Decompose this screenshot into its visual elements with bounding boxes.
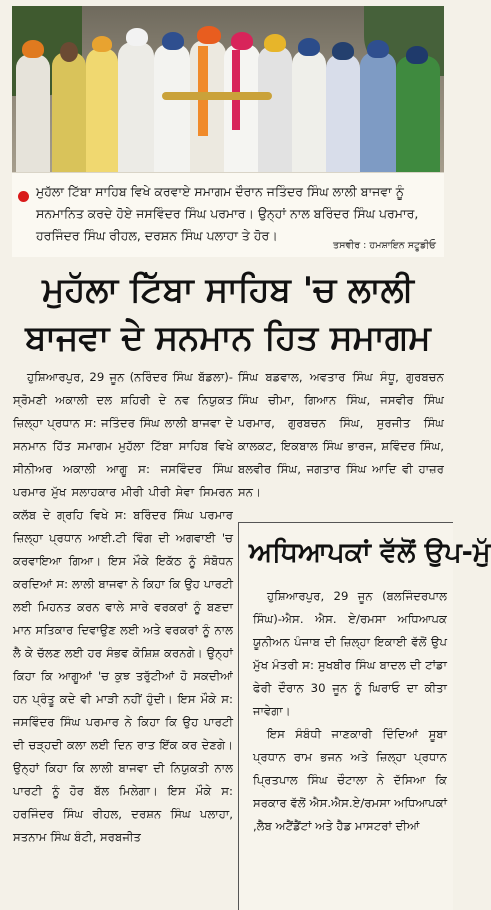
person-figure [190,40,226,172]
person-figure [118,42,154,172]
turban [332,42,354,60]
saffron-scarf [198,46,208,136]
person-figure [326,54,360,172]
honour-plaque [162,92,272,100]
head [60,42,78,62]
caption-text: ਮੁਹੱਲਾ ਟਿੱਬਾ ਸਾਹਿਬ ਵਿਖੇ ਕਰਵਾਏ ਸਮਾਗਮ ਦੌਰਾਨ ਜਤਿੰਦਰ ਸਿੰਘ ਲਾਲੀ ਬਾਜਵਾ ਨੂੰ ਸਨਮਾਨਿਤ ਕਰਦੇ ਹੋਏ ਜਸਵਿੰਦਰ ਸਿੰਘ ਪਰਮਾਰ। ਉਨ੍ਹਾਂ ਨਾਲ ਬਰਿੰਦਰ ਸਿੰਘ ਪਰਮਾਰ, ਹਰਜਿੰਦਰ ਸਿੰਘ ਰੀਹਲ, ਦਰਸ਼ਨ ਸਿੰਘ ਪਲਾਹਾ ਤੇ ਹੋਰ। [36,184,419,243]
sidebar-paragraph: ਹੁਸ਼ਿਆਰਪੁਰ, 29 ਜੂਨ (ਬਲਜਿੰਦਰਪਾਲ ਸਿੰਘ)-ਐਸ. ਐਸ. ਏ/ਰਮਸਾ ਅਧਿਆਪਕ ਯੂਨੀਅਨ ਪੰਜਾਬ ਦੀ ਜ਼ਿਲ੍ਹਾ ਇਕਾਈ ਵੱਲੋਂ ਉਪ ਮੁੱਖ ਮੰਤਰੀ ਸ: ਸੁਖਬੀਰ ਸਿੰਘ ਬਾਦਲ ਦੀ ਟਾਂਡਾ ਫੇਰੀ ਦੌਰਾਨ 30 ਜੂਨ ਨੂੰ ਘਿਰਾਓ ਦਾ ਕੀਤਾ ਜਾਵੇਗਾ। [253,589,447,718]
turban [92,36,112,52]
turban [298,38,320,56]
person-figure [258,46,292,172]
person-figure [292,50,326,172]
photo-caption [12,172,444,257]
turban [197,26,221,44]
photo-credit: ਤਸਵੀਰ : ਹਮਸ਼ਾਇਨ ਸਟੂਡੀਓ [333,240,436,251]
turban [367,40,389,58]
news-photo [12,6,444,172]
sidebar-article [238,522,491,910]
turban [406,46,428,64]
person-figure [224,44,260,172]
turban [22,40,44,58]
person-figure [360,52,396,172]
person-figure [52,52,86,172]
article-paragraph: ਹੁਸ਼ਿਆਰਪੁਰ, 29 ਜੂਨ (ਨਰਿੰਦਰ ਸਿੰਘ ਬੱਡਲਾ)-ਸ੍ਰੋਮਣੀ ਅਕਾਲੀ ਦਲ ਸ਼ਹਿਰੀ ਦੇ ਨਵ ਨਿਯੁਕਤ ਜ਼ਿਲ੍ਹਾ ਪ੍ਰਧਾਨ ਸ: ਜਤਿੰਦਰ ਸਿੰਘ ਲਾਲੀ ਬਾਜਵਾ ਦੇ ਸਨਮਾਨ ਹਿੱਤ ਸਮਾਗਮ ਮੁਹੱਲਾ ਟਿੱਬਾ ਸਾਹਿਬ ਵਿਖੇ ਸੀਨੀਅਰ ਅਕਾਲੀ ਆਗੂ ਸ: ਜਸਵਿੰਦਰ ਸਿੰਘ ਪਰਮਾਰ ਮੁੱਖ ਸਲਾਹਕਾਰ ਮੀਰੀ ਪੀਰੀ ਸੇਵਾ ਸਿਮਰਨ ਕਲੱਬ ਦੇ ਗ੍ਰਹਿ ਵਿਖੇ ਸ: ਬਰਿੰਦਰ ਸਿੰਘ ਪਰਮਾਰ ਜ਼ਿਲ੍ਹਾ ਪ੍ਰਧਾਨ ਆਈ.ਟੀ ਵਿੰਗ ਦੀ ਅਗਵਾਈ 'ਚ ਕਰਵਾਇਆ ਗਿਆ। ਇਸ ਮੌਕੇ ਇਕੱਠ ਨੂੰ ਸੰਬੋਧਨ ਕਰਦਿਆਂ ਸ: ਲਾਲੀ ਬਾਜਵਾ ਨੇ ਕਿਹਾ ਕਿ ਉਹ ਪਾਰਟੀ ਲਈ ਮਿਹਨਤ ਕਰਨ ਵਾਲੇ ਸਾਰੇ ਵਰਕਰਾਂ ਨੂੰ ਬਣਦਾ ਮਾਨ ਸਤਿਕਾਰ ਦਿਵਾਉਣ ਲਈ ਅਤੇ ਵਰਕਰਾਂ ਨੂੰ ਨਾਲ ਲੈ ਕੇ ਚੱਲਣ ਲਈ ਹਰ ਸੰਭਵ ਕੋਸ਼ਿਸ਼ ਕਰਨਗੇ। ਉਨ੍ਹਾਂ ਕਿਹਾ ਕਿ ਆਗੂਆਂ 'ਚ ਕੁਝ ਤਰੁੱਟੀਆਂ ਹੋ ਸਕਦੀਆਂ ਹਨ ਪ੍ਰੰਤੂ ਕਦੇ ਵੀ ਮਾੜੀ ਨਹੀਂ ਹੁੰਦੀ। ਇਸ ਮੌਕੇ ਸ: ਜਸਵਿੰਦਰ ਸਿੰਘ ਪਰਮਾਰ ਨੇ ਕਿਹਾ ਕਿ ਉਹ ਪਾਰਟੀ ਦੀ ਚੜ੍ਹਦੀ ਕਲਾ ਲਈ ਦਿਨ ਰਾਤ ਇੱਕ ਕਰ ਦੇਣਗੇ। ਉਨ੍ਹਾਂ ਕਿਹਾ ਕਿ ਲਾਲੀ ਬਾਜਵਾ ਦੀ ਨਿਯੁਕਤੀ ਨਾਲ ਪਾਰਟੀ ਨੂੰ ਹੋਰ ਬੱਲ ਮਿਲੇਗਾ। ਇਸ ਮੌਕੇ ਸ: ਹਰਜਿੰਦਰ ਸਿੰਘ ਰੀਹਲ, ਦਰਸ਼ਨ ਸਿੰਘ ਪਲਾਹਾ, ਸਤਨਾਮ ਸਿੰਘ ਬੰਟੀ, ਸਰਬਜੀਤ [13,370,233,844]
sidebar-paragraph: ਇਸ ਸੰਬੰਧੀ ਜਾਣਕਾਰੀ ਦਿੰਦਿਆਂ ਸੂਬਾ ਪ੍ਰਧਾਨ ਰਾਮ ਭਜਨ ਅਤੇ ਜ਼ਿਲ੍ਹਾ ਪ੍ਰਧਾਨ ਪ੍ਰਿਤਪਾਲ ਸਿੰਘ ਚੌਟਾਲਾ ਨੇ ਦੱਸਿਆ ਕਿ ਸਰਕਾਰ ਵੱਲੋਂ ਐਸ.ਐਸ.ਏ/ਰਮਸਾ ਅਧਿਆਪਕਾਂ ,ਲੈਬ ਅਟੈਂਡੈਂਟਾਂ ਅਤੇ ਹੈਡ ਮਾਸਟਰਾਂ ਦੀਆਂ [253,727,447,833]
sidebar-body [253,585,447,838]
sidebar-headline: ਅਧਿਆਪਕਾਂ ਵੱਲੋਂ ਉਪ-ਮੁੱ [249,537,491,568]
turban [162,32,184,50]
article-body-left [13,366,233,904]
person-figure [154,44,190,172]
article-paragraph: ਸਿੰਘ ਬਡਵਾਲ, ਅਵਤਾਰ ਸਿੰਘ ਸੰਧੂ, ਗੁਰਬਚਨ ਸਿੰਘ ਚੀਮਾ, ਗਿਆਨ ਸਿੰਘ, ਜਸਵੀਰ ਸਿੰਘ ਪਰਮਾਰ, ਗੁਰਬਚਨ ਸਿੰਘ, ਸੁਰਜੀਤ ਸਿੰਘ ਕਾਲਕਟ, ਇਕਬਾਲ ਸਿੰਘ ਭਾਰਜ, ਸ਼ਵਿੰਦਰ ਸਿੰਘ, ਬਲਵੀਰ ਸਿੰਘ, ਜਗਤਾਰ ਸਿੰਘ ਆਦਿ ਵੀ ਹਾਜ਼ਰ ਸਨ। [238,370,444,499]
person-figure [86,48,118,172]
article-headline: ਮੁਹੱਲਾ ਟਿੱਬਾ ਸਾਹਿਬ 'ਚ ਲਾਲੀ ਬਾਜਵਾ ਦੇ ਸਨਮਾਨ ਹਿਤ ਸਮਾਗਮ [25,270,431,358]
siropa-scarf [232,50,240,130]
article-body-right [238,366,444,506]
turban [264,34,286,52]
caption-bullet-icon [18,191,29,202]
person-figure [16,54,50,172]
turban [126,28,148,46]
turban [231,32,253,50]
person-figure [396,56,440,172]
